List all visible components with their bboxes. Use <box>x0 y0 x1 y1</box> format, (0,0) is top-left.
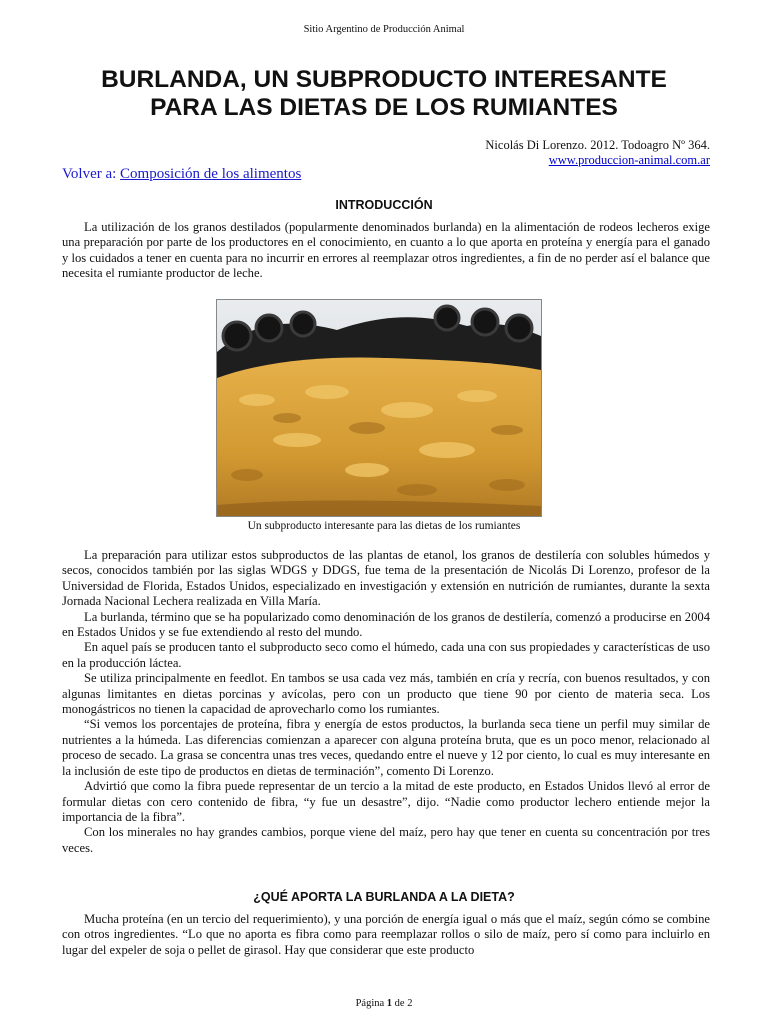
document-title <box>40 66 728 122</box>
back-nav <box>62 166 301 183</box>
page-footer <box>0 998 768 1009</box>
body-paragraph: “Si vemos los porcentajes de proteína, fibra y energía de estos productos, la burlanda seca tiene un perfil muy similar de nutrientes a la húmeda. Las diferencias comienzan a aparecer con alguna proteína bruta, que es un poco menor, relacionado al proceso de secado. La grasa se concentra unas tres veces, quedando entre el nueve y 12 por ciento, lo cual es muy interesante en la inclusión de este tipo de productos en dietas de terminación”, comento Di Lorenzo. <box>62 717 710 778</box>
aporta-paragraph: Mucha proteína (en un tercio del requerimiento), y una porción de energía igual o más que el maíz, según cómo se combine con otros ingredientes. “Lo que no aporta es fibra como para reemplazar rollos o silo de maíz, pero sí como para incluirlo en lugar del expeler de soja o pellet de girasol. Hay que considerar que este producto <box>62 912 710 957</box>
body-paragraph: Con los minerales no hay grandes cambios, porque viene del maíz, pero hay que tener en cuenta su concentración por tres veces. <box>62 825 710 855</box>
body-paragraph: En aquel país se producen tanto el subproducto seco como el húmedo, cada una con sus propiedades y características de uso en la producción láctea. <box>62 640 710 670</box>
title-line-1: BURLANDA, UN SUBPRODUCTO INTERESANTE <box>101 66 667 93</box>
intro-paragraph: La utilización de los granos destilados (popularmente denominados burlanda) en la alimentación de rodeos lecheros exige una preparación por parte de los productores en el conocimiento, en cuanto a lo que aporta en proteína y energía para el ganado y los cuidados a tener en cuenta para no incurrir en errores al reemplazar otros ingredientes, a fin de no perder así el balance que necesita el rumiante productor de leche. <box>62 220 710 281</box>
footer-total-pages: 2 <box>407 998 413 1009</box>
footer-prefix: Página <box>355 998 385 1009</box>
running-head: Sitio Argentino de Producción Animal <box>303 24 465 35</box>
footer-middle: de <box>394 998 405 1009</box>
body-section <box>62 548 710 856</box>
footer-page-number: 1 <box>386 998 393 1009</box>
burlanda-photo <box>216 299 542 517</box>
author-citation: Nicolás Di Lorenzo. 2012. Todoagro Nº 364. <box>485 138 710 152</box>
aporta-section <box>62 912 710 958</box>
body-paragraph: Se utiliza principalmente en feedlot. En tambos se usa cada vez más, también en cría y recría, con buenos resultados, y con algunas limitantes en dietas porcinas y avícolas, pero con un producto que tiene 90 por ciento de materia seca. Los monogástricos no tienen la capacidad de aprovecharlo como los rumiantes. <box>62 671 710 717</box>
intro-heading: INTRODUCCIÓN <box>335 198 433 212</box>
website-link[interactable]: www.produccion-animal.com.ar <box>548 153 710 167</box>
back-link[interactable]: Composición de los alimentos <box>120 166 302 182</box>
intro-section <box>62 220 710 282</box>
title-line-2: PARA LAS DIETAS DE LOS RUMIANTES <box>150 94 618 121</box>
body-paragraph: La burlanda, término que se ha popularizado como denominación de los granos de destilería, comenzó a producirse en 2004 en Estados Unidos y se fue extendiendo al resto del mundo. <box>62 609 710 640</box>
body-paragraph: Advirtió que como la fibra puede representar de un tercio a la mitad de este producto, en Estados Unidos llevó al error de formular dietas con cero contenido de fibra, “y fue un desastre”, dijo. “Nadie como productor lechero entiende mejor la importancia de la fibra”. <box>62 779 710 824</box>
body-paragraph: La preparación para utilizar estos subproductos de las plantas de etanol, los granos de destilería con solubles húmedos y secos, conocidos también por las siglas WDGS y DDGS, fue tema de la presentación de Nicolás Di Lorenzo, profesor de la Universidad de Florida, Estados Unidos, especializado en investigación y extensión en nutrición de rumiantes, durante la sexta Jornada Nacional Lechera realizada en Villa María. <box>62 548 710 609</box>
section-heading-aporta: ¿QUÉ APORTA LA BURLANDA A LA DIETA? <box>253 890 515 904</box>
back-label: Volver a: <box>62 166 117 182</box>
author-block <box>485 138 710 168</box>
figure-caption: Un subproducto interesante para las dietas de los rumiantes <box>247 520 521 532</box>
